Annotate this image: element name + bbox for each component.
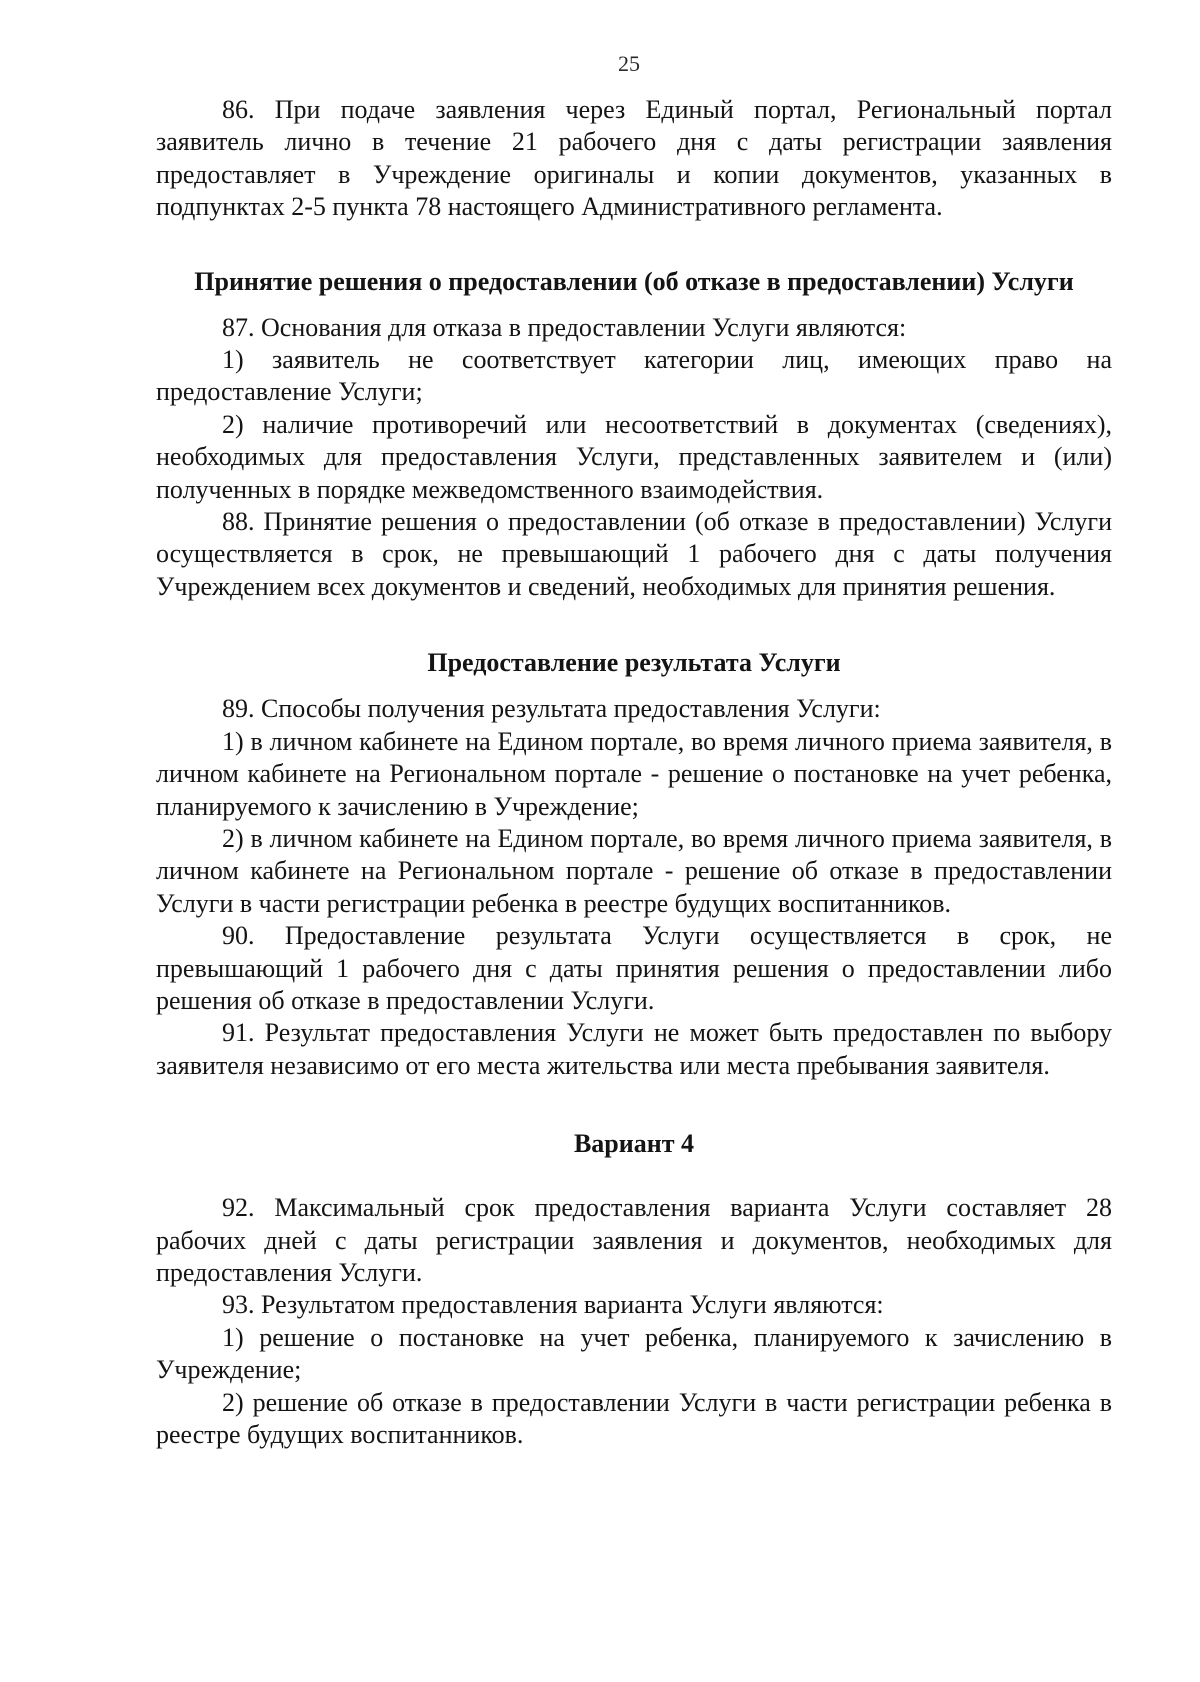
- paragraph-91: 91. Результат предоставления Услуги не может быть предоставлен по выбору заявителя независимо от его места жительства или места пребывания заявителя.: [156, 1018, 1112, 1080]
- section-heading-decision: Принятие решения о предоставлении (об отказе в предоставлении) Услуги: [194, 266, 1074, 296]
- list-item-87-2: 2) наличие противоречий или несоответствий в документах (сведениях), необходимых для предоставления Услуги, представленных заявителем и (или) полученных в порядке межведомственного взаимодействия.: [156, 409, 1112, 504]
- paragraph-93: 93. Результатом предоставления варианта Услуги являются:: [222, 1290, 884, 1320]
- paragraph-92: 92. Максимальный срок предоставления варианта Услуги составляет 28 рабочих дней с даты регистрации заявления и документов, необходимых для предоставления Услуги.: [156, 1193, 1112, 1287]
- paragraph-90: 90. Предоставление результата Услуги осуществляется в срок, не превышающий 1 рабочего дня с даты принятия решения о предоставлении либо решения об отказе в предоставлении Услуги.: [156, 921, 1112, 1015]
- page-number: 25: [618, 51, 640, 76]
- list-item-87-1: 1) заявитель не соответствует категории лиц, имеющих право на предоставление Услуги;: [156, 345, 1112, 407]
- paragraph-89: 89. Способы получения результата предоставления Услуги:: [222, 694, 881, 724]
- paragraph-87: 87. Основания для отказа в предоставлении Услуги являются:: [222, 312, 907, 342]
- list-item-93-2: 2) решение об отказе в предоставлении Услуги в части регистрации ребенка в реестре будущих воспитанников.: [156, 1387, 1112, 1449]
- list-item-89-1: 1) в личном кабинете на Едином портале, во время личного приема заявителя, в личном кабинете на Региональном портале - решение о постановке на учет ребенка, планируемого к зачислению в Учреждение;: [156, 726, 1112, 821]
- section-heading-result: Предоставление результата Услуги: [427, 648, 841, 678]
- paragraph-86: 86. При подаче заявления через Единый портал, Региональный портал заявитель лично в течение 21 рабочего дня с даты регистрации заявления предоставляет в Учреждение оригиналы и копии документов, указанных в подпунктах 2-5 пункта 78 настоящего Административного регламента.: [156, 95, 1112, 222]
- section-heading-variant-4: Вариант 4: [573, 1129, 695, 1159]
- page-content: [156, 50, 1112, 1451]
- list-item-89-2: 2) в личном кабинете на Едином портале, во время личного приема заявителя, в личном кабинете на Региональном портале - решение об отказе в предоставлении Услуги в части регистрации ребенка в реестре будущих воспитанников.: [156, 823, 1112, 918]
- paragraph-88: 88. Принятие решения о предоставлении (об отказе в предоставлении) Услуги осуществляется в срок, не превышающий 1 рабочего дня с даты получения Учреждением всех документов и сведений, необходимых для принятия решения.: [156, 507, 1112, 601]
- list-item-93-1: 1) решение о постановке на учет ребенка, планируемого к зачислению в Учреждение;: [156, 1322, 1112, 1385]
